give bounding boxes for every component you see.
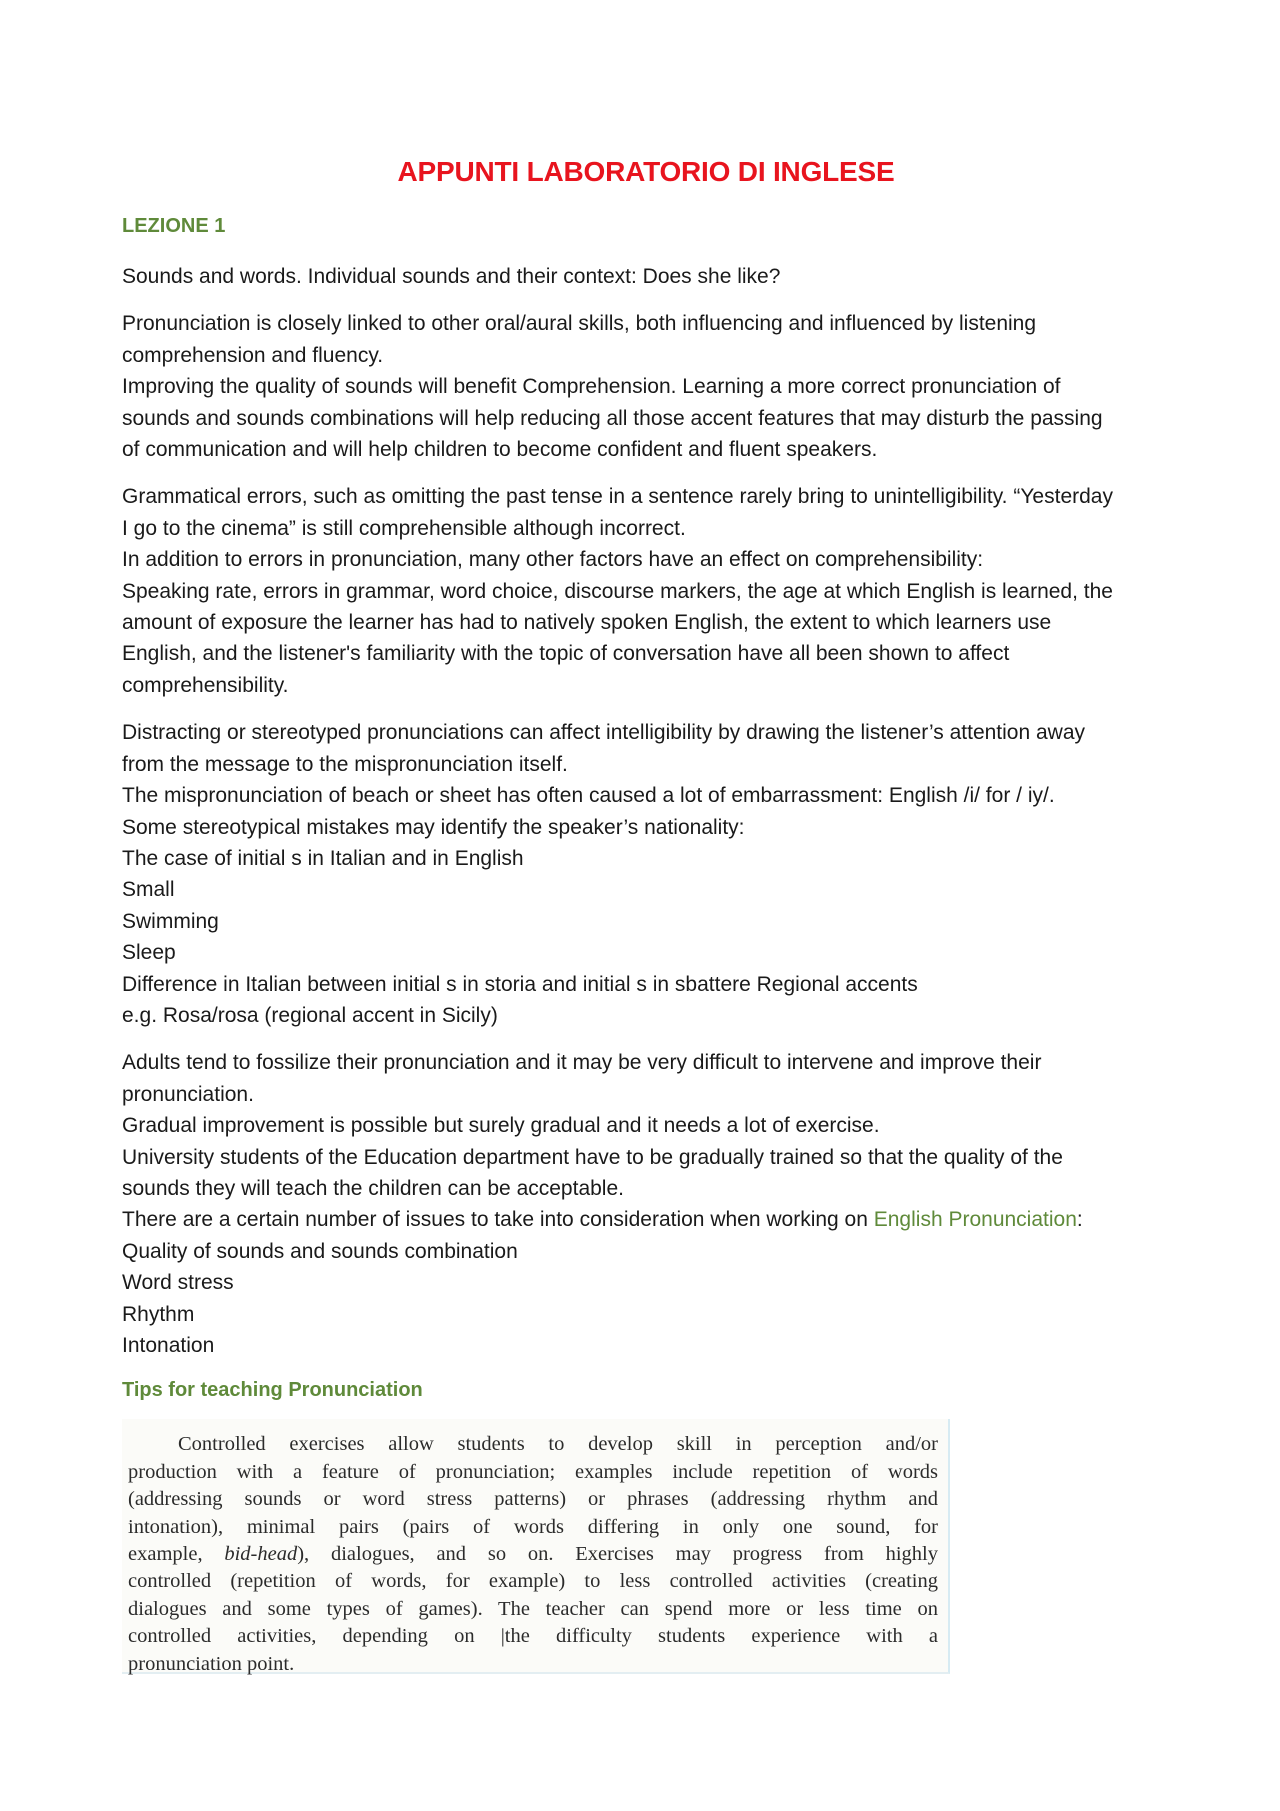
text-line: Gradual improvement is possible but surely gradual and it needs a lot of exercise. xyxy=(122,1114,880,1138)
scan-line: intonation), minimal pairs (pairs of words differing in only one sound, for xyxy=(128,1515,938,1538)
scan-line: Controlled exercises allow students to develop skill in perception and/or xyxy=(178,1433,938,1456)
text-line: The mispronunciation of beach or sheet has often caused a lot of embarrassment: English /i/ for / iy/. xyxy=(122,784,1055,808)
text-line: Sleep xyxy=(122,941,176,965)
text-line: Difference in Italian between initial s in storia and initial s in sbattere Regional accents xyxy=(122,972,918,996)
paragraph-pronunciation xyxy=(122,308,1170,465)
text-line: sounds they will teach the children can be acceptable. xyxy=(122,1176,624,1200)
text-line: Distracting or stereotyped pronunciations can affect intelligibility by drawing the listener’s attention away xyxy=(122,721,1086,745)
scanned-excerpt-image xyxy=(122,1419,950,1674)
text-line: I go to the cinema” is still comprehensible although incorrect. xyxy=(122,516,686,540)
text-line: of communication and will help children to become confident and fluent speakers. xyxy=(122,438,878,462)
text-line: comprehensibility. xyxy=(122,673,289,697)
paragraph-grammatical-errors xyxy=(122,481,1170,701)
text-line: Adults tend to fossilize their pronunciation and it may be very difficult to intervene and improve their xyxy=(122,1051,1042,1075)
text-line: sounds and sounds combinations will help reducing all those accent features that may disturb the passing xyxy=(122,406,1103,430)
tips-heading: Tips for teaching Pronunciation xyxy=(122,1379,423,1402)
text-line: Small xyxy=(122,878,175,902)
text-line: Some stereotypical mistakes may identify the speaker’s nationality: xyxy=(122,815,745,839)
text-line: comprehension and fluency. xyxy=(122,343,384,367)
text-line: e.g. Rosa/rosa (regional accent in Sicily) xyxy=(122,1003,498,1027)
scan-italic-text: bid-head xyxy=(224,1543,298,1566)
scan-line xyxy=(128,1541,938,1568)
paragraph-stereotyped-pronunciation xyxy=(122,717,1170,1031)
scan-line: controlled activities, depending on |the difficulty students experience with a xyxy=(128,1625,938,1648)
text-line: English, and the listener's familiarity with the topic of conversation have all been shown to affect xyxy=(122,642,1010,666)
issues-list-item: Word stress xyxy=(122,1271,234,1295)
text-line: Pronunciation is closely linked to other oral/aural skills, both influencing and influenced by listening xyxy=(122,312,1037,336)
scan-text: ), dialogues, and so on. Exercises may progress from highly xyxy=(297,1543,938,1566)
english-pronunciation-link[interactable]: English Pronunciation xyxy=(873,1208,1077,1232)
text-line: pronunciation. xyxy=(122,1082,254,1106)
text-line: Grammatical errors, such as omitting the past tense in a sentence rarely bring to unintelligibility. “Yesterday xyxy=(122,485,1113,509)
issues-list-item: Quality of sounds and sounds combination xyxy=(122,1239,518,1263)
text-line: amount of exposure the learner has had to natively spoken English, the extent to which learners use xyxy=(122,611,1052,635)
text-line: In addition to errors in pronunciation, many other factors have an effect on comprehensibility: xyxy=(122,548,984,572)
issues-line xyxy=(122,1204,1170,1235)
text-line: from the message to the mispronunciation itself. xyxy=(122,752,568,776)
scan-line: pronunciation point. xyxy=(128,1652,295,1675)
text-line: Swimming xyxy=(122,909,219,933)
lesson-heading: LEZIONE 1 xyxy=(122,215,226,237)
scan-line: (addressing sounds or word stress patterns) or phrases (addressing rhythm and xyxy=(128,1488,938,1511)
scan-line: production with a feature of pronunciation; examples include repetition of words xyxy=(128,1460,938,1483)
text-line: Speaking rate, errors in grammar, word choice, discourse markers, the age at which English is learned, the xyxy=(122,579,1113,603)
issues-list-item: Intonation xyxy=(122,1334,215,1357)
document-title: APPUNTI LABORATORIO DI INGLESE xyxy=(397,156,895,187)
scan-text: example, xyxy=(128,1543,225,1566)
scan-line: dialogues and some types of games). The teacher can spend more or less time on xyxy=(128,1597,938,1620)
intro-line: Sounds and words. Individual sounds and their context: Does she like? xyxy=(122,265,781,288)
intro-paragraph xyxy=(122,261,1170,292)
issues-suffix: : xyxy=(1076,1208,1083,1232)
scan-line: controlled (repetition of words, for example) to less controlled activities (creating xyxy=(128,1570,938,1593)
paragraph-adults-fossilize xyxy=(122,1047,1170,1361)
text-line: University students of the Education department have to be gradually trained so that the quality of the xyxy=(122,1145,1063,1169)
text-line: Improving the quality of sounds will benefit Comprehension. Learning a more correct pronunciation of xyxy=(122,375,1061,399)
text-line: The case of initial s in Italian and in English xyxy=(122,846,524,870)
issues-prefix: There are a certain number of issues to take into consideration when working on xyxy=(122,1208,874,1232)
issues-list-item: Rhythm xyxy=(122,1302,195,1326)
document-content xyxy=(122,155,1170,1674)
